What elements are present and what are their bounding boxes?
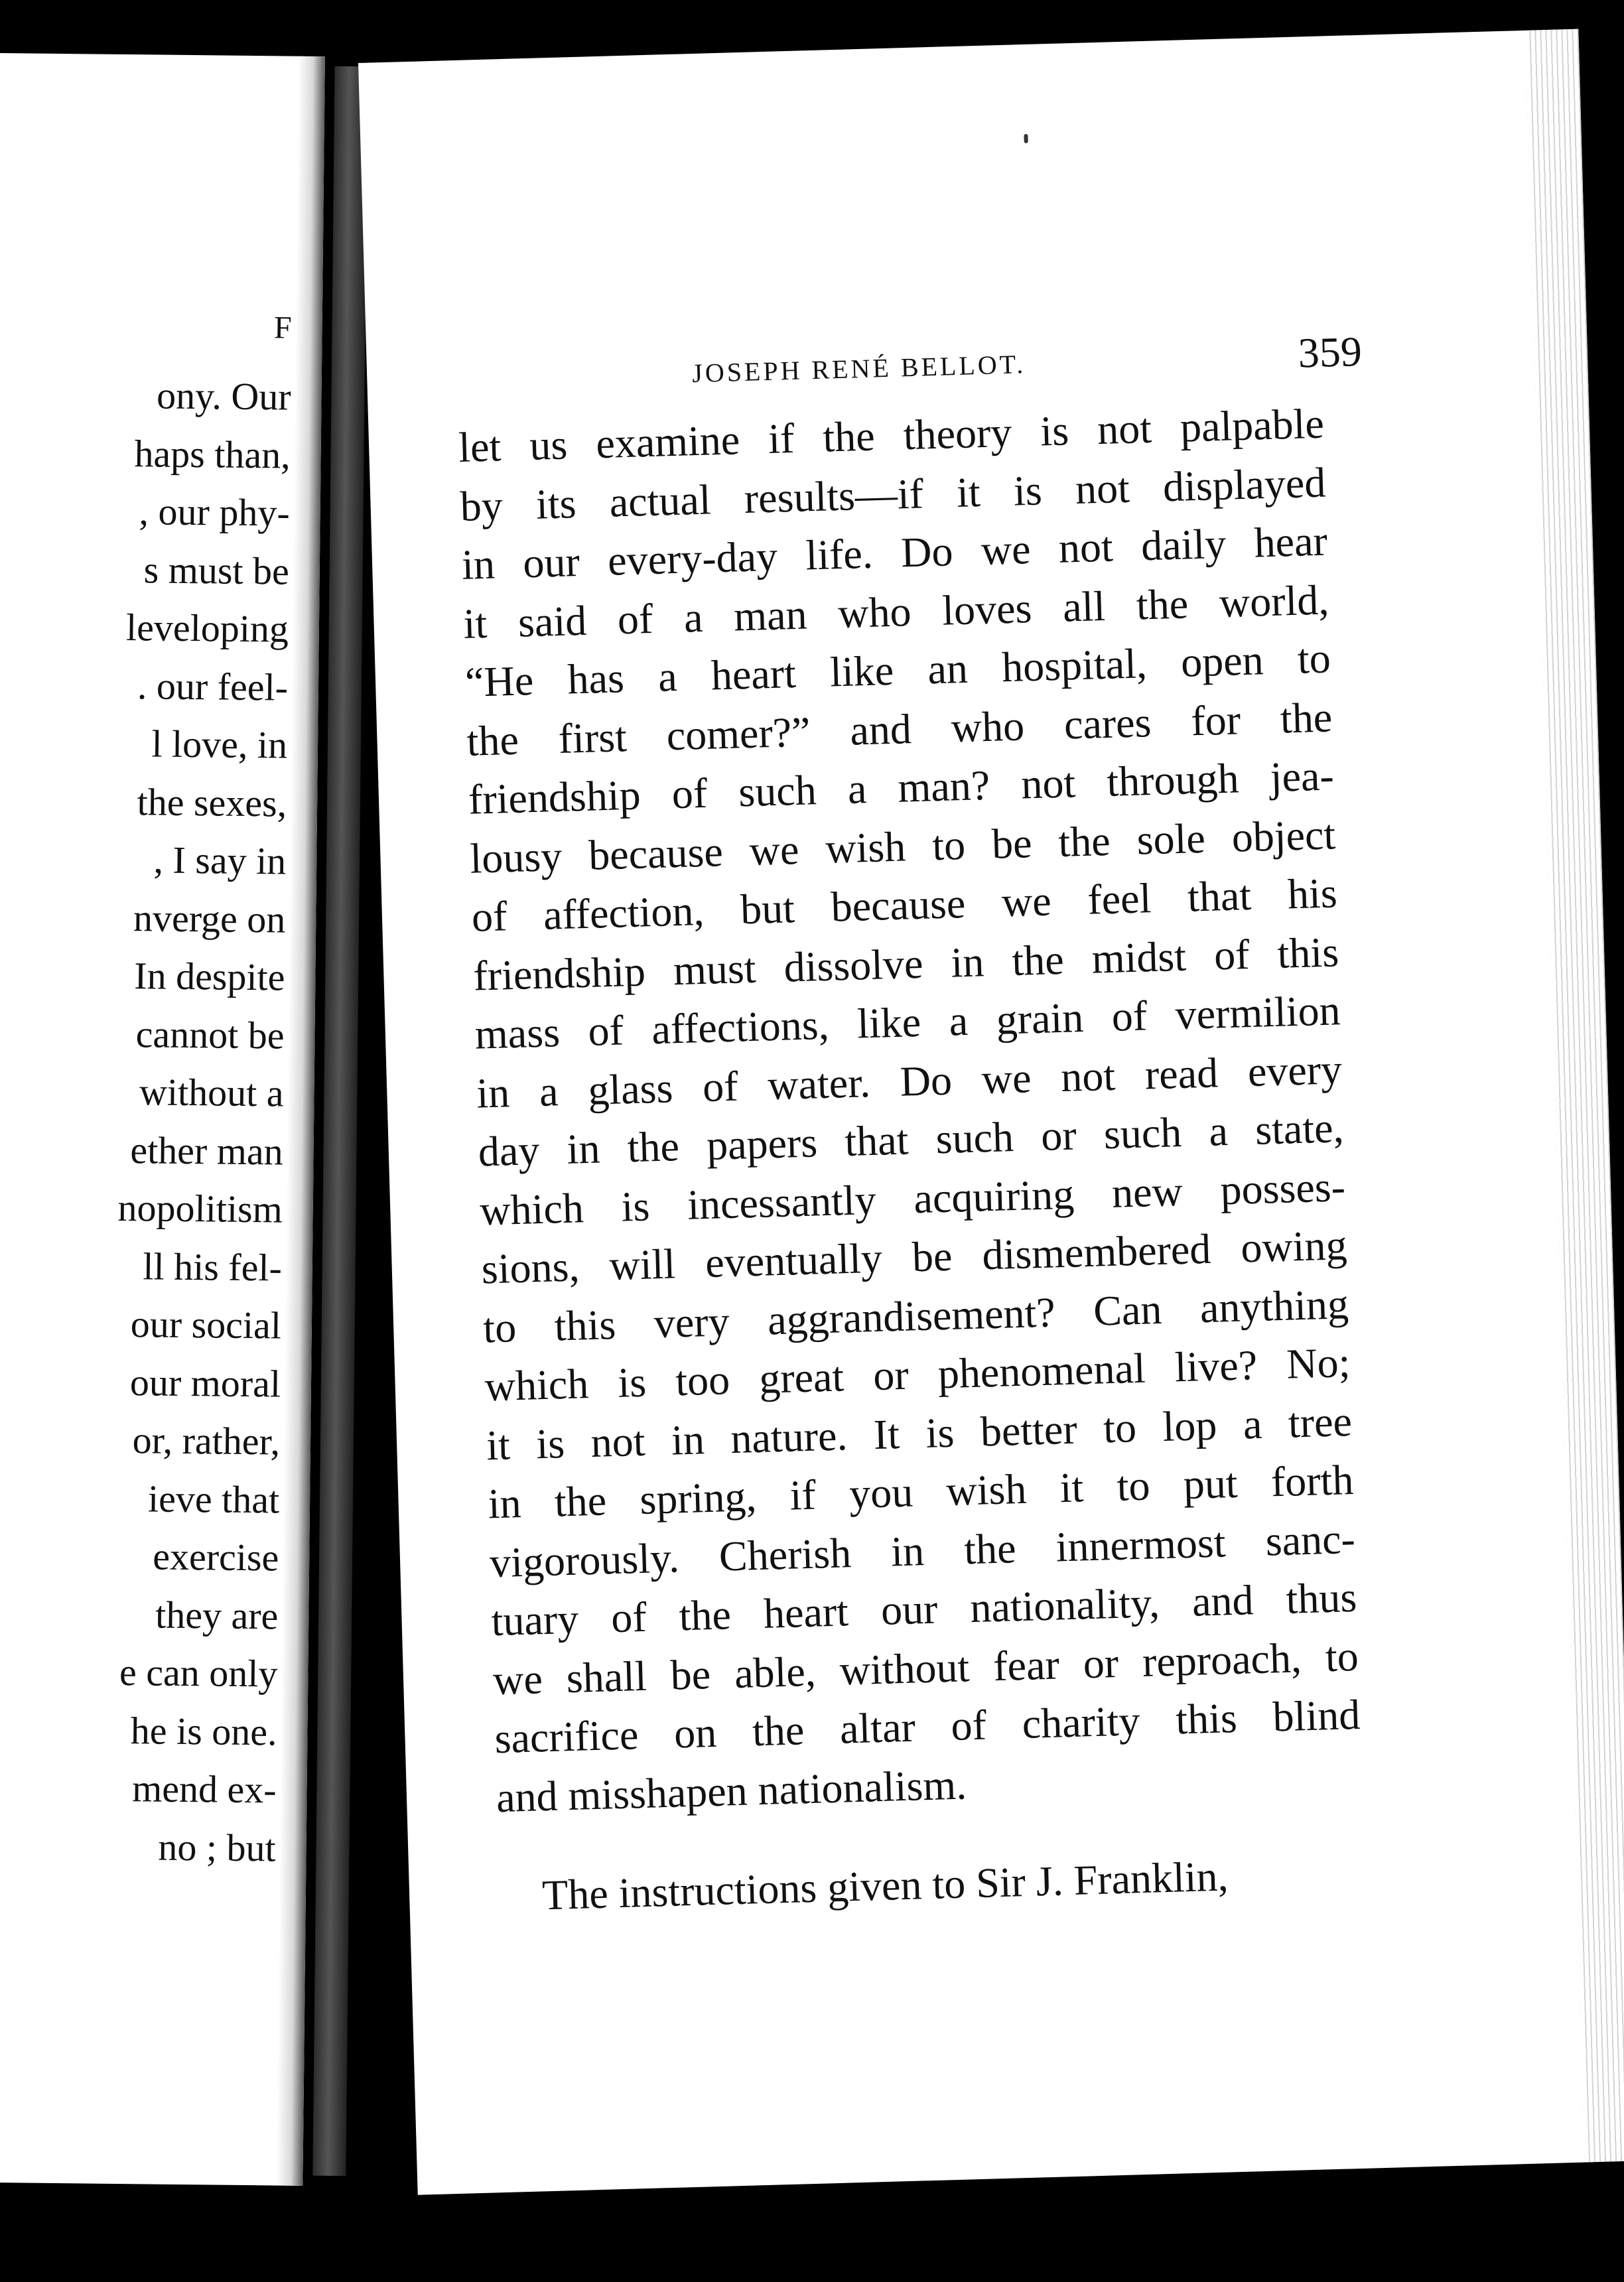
text-line: the first comer?” and who cares for the (466, 693, 1333, 765)
text-line: friendship of such a man? not through jea- (468, 752, 1335, 823)
text-line: by its actual results—if it is not displayed (459, 458, 1327, 530)
left-line: they are (155, 1593, 279, 1638)
left-line: exercise (152, 1534, 279, 1579)
left-line: ll his fel- (143, 1244, 283, 1290)
text-line: and misshapen nationalism. (496, 1760, 968, 1821)
text-line: day in the papers that such or such a state, (477, 1104, 1345, 1175)
text-line: The instructions given to Sir J. Franklin, (541, 1852, 1229, 1919)
text-line: to this very aggrandisement? Can anything (482, 1280, 1349, 1351)
text-line: we shall be able, without fear or reproach, to (492, 1632, 1359, 1704)
left-line: e can only (119, 1650, 278, 1696)
text-line: “He has a heart like an hospital, open to (464, 634, 1331, 706)
next-paragraph (541, 1844, 1365, 1925)
left-line: the sexes, (137, 779, 287, 825)
left-line: nopolitism (117, 1185, 283, 1231)
left-line: cannot be (135, 1012, 285, 1057)
left-line: haps than, (134, 431, 291, 477)
text-line: of affection, but because we feel that his (471, 869, 1338, 941)
text-line: in the spring, if you wish it to put forth (487, 1455, 1355, 1528)
text-line: in our every-day life. Do we not daily hear (461, 517, 1328, 588)
text-line: let us examine if the theory is not palpable (458, 399, 1325, 471)
left-page (0, 53, 325, 2186)
left-line: In despite (133, 954, 285, 999)
left-line: he is one. (130, 1708, 277, 1754)
running-head: JOSEPH RENÉ BELLOT. (691, 349, 1026, 389)
text-line: sions, will eventually be dismembered owing (480, 1221, 1348, 1293)
page-edges (1525, 29, 1624, 2163)
left-margin-mark: F (273, 310, 292, 346)
left-line: no ; but (158, 1825, 277, 1869)
body-paragraph (458, 395, 1363, 1828)
left-line: ether man (130, 1128, 284, 1174)
left-line: or, rather, (132, 1418, 281, 1463)
left-line: leveloping (125, 606, 289, 651)
left-line: ony. Our (156, 373, 291, 419)
text-line: mass of affections, like a grain of vermilion (474, 986, 1341, 1058)
text-line: tuary of the heart our nationality, and thus (490, 1573, 1358, 1645)
text-line: it said of a man who loves all the world, (462, 575, 1330, 647)
left-line: mend ex- (131, 1767, 277, 1812)
right-page (358, 29, 1624, 2195)
page-number: 359 (1297, 327, 1363, 377)
text-line: which is too great or phenomenal live? No; (484, 1339, 1351, 1410)
ink-speck (1024, 134, 1028, 143)
left-line: nverge on (133, 896, 286, 941)
left-line: . our feel- (137, 663, 289, 709)
text-line: sacrifice on the altar of charity this blind (494, 1690, 1361, 1763)
text-line: in a glass of water. Do we not read every (476, 1045, 1343, 1117)
text-line: vigorously. Cherish in the innermost sanc- (489, 1514, 1356, 1586)
left-page-text (0, 310, 292, 1877)
left-line: ieve that (147, 1476, 280, 1522)
left-line: without a (139, 1070, 284, 1115)
text-line: friendship must dissolve in the midst of this (472, 927, 1339, 1000)
left-line: our moral (129, 1360, 281, 1406)
left-line: , our phy- (139, 490, 291, 535)
text-line: lousy because we wish to be the sole object (469, 810, 1337, 882)
left-line: , I say in (153, 838, 287, 883)
left-line: our social (130, 1302, 282, 1347)
page-header (479, 324, 1475, 411)
left-line: l love, in (151, 722, 288, 767)
text-line: it is not in nature. It is better to lop a tree (486, 1397, 1353, 1469)
left-line: s must be (143, 547, 290, 593)
text-line: which is incessantly acquiring new posses- (479, 1162, 1346, 1235)
